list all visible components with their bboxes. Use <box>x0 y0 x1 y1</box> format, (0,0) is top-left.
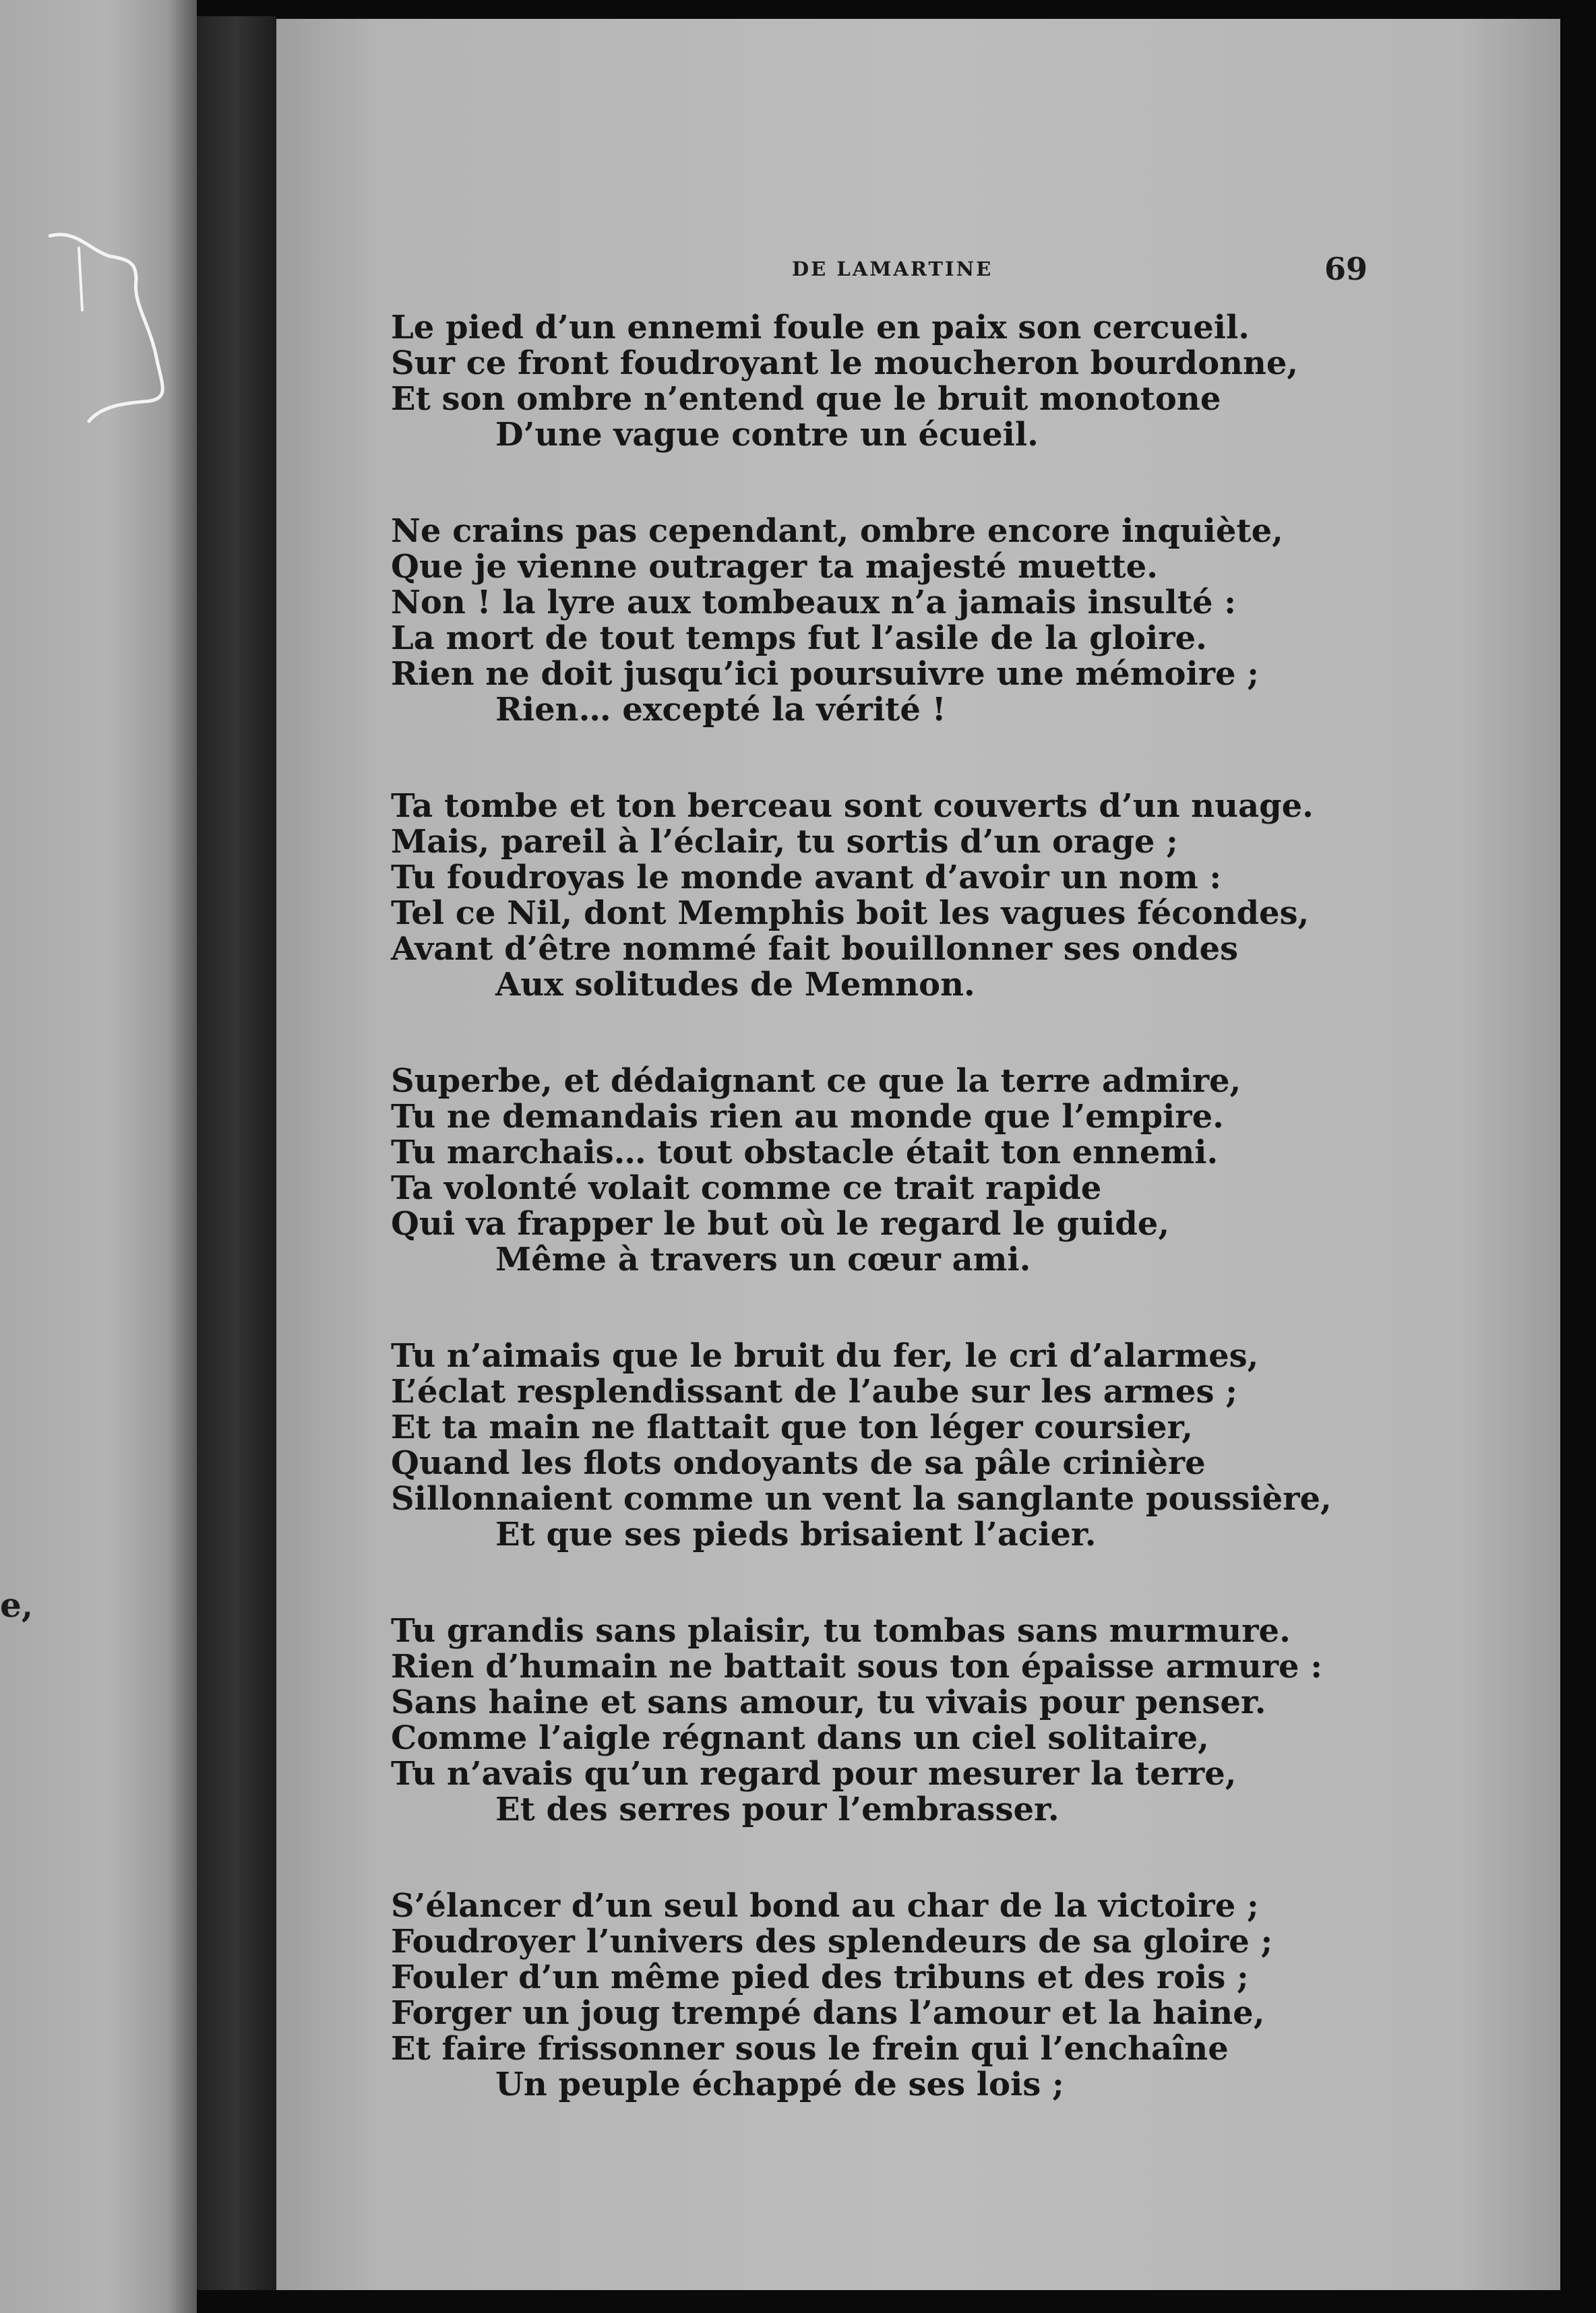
poem-line: Tel ce Nil, dont Memphis boit les vagues fécondes, <box>391 894 1310 932</box>
poem-line: Comme l’aigle régnant dans un ciel solitaire, <box>391 1719 1209 1757</box>
poem-line: Et son ombre n’entend que le bruit monotone <box>391 380 1221 418</box>
poem-line: Qui va frapper le but où le regard le guide, <box>391 1205 1170 1243</box>
poem-line: Avant d’être nommé fait bouillonner ses ondes <box>391 930 1239 968</box>
poem-line: Le pied d’un ennemi foule en paix son cercueil. <box>391 309 1250 346</box>
book-gutter <box>197 13 276 2313</box>
poem-line: Tu n’avais qu’un regard pour mesurer la terre, <box>391 1755 1237 1793</box>
poem-text <box>391 309 1332 2163</box>
scratch-mark <box>49 229 183 431</box>
stanza <box>391 1063 1321 1278</box>
poem-line: Tu foudroyas le monde avant d’avoir un nom : <box>391 859 1222 896</box>
poem-line: Tu marchais… tout obstacle était ton ennemi. <box>391 1134 1219 1171</box>
poem-line: Un peuple échappé de ses lois ; <box>495 2066 1064 2103</box>
stanza <box>391 1613 1321 1828</box>
poem-line: Et faire frissonner sous le frein qui l’enchaîne <box>391 2030 1229 2068</box>
scan-right-edge <box>1560 0 1596 2313</box>
poem-line: Mais, pareil à l’éclair, tu sortis d’un orage ; <box>391 823 1178 861</box>
left-page <box>0 0 197 2313</box>
left-page-text-fragment: e, <box>0 1585 34 1625</box>
stanza <box>391 789 1321 1003</box>
poem-line: Même à travers un cœur ami. <box>495 1241 1031 1278</box>
poem-line: Ta tombe et ton berceau sont couverts d’un nuage. <box>391 787 1314 825</box>
stanza <box>391 514 1321 728</box>
poem-line: Et des serres pour l’embrasser. <box>495 1791 1060 1828</box>
poem-line: Ne crains pas cependant, ombre encore inquiète, <box>391 512 1283 550</box>
poem-line: Rien… excepté la vérité ! <box>495 691 946 729</box>
stanza <box>391 1888 1321 2103</box>
poem-line: Quand les flots ondoyants de sa pâle crinière <box>391 1444 1206 1482</box>
poem-line: Que je vienne outrager ta majesté muette. <box>391 548 1158 586</box>
poem-line: Et que ses pieds brisaient l’acier. <box>495 1516 1097 1553</box>
poem-line: Rien ne doit jusqu’ici poursuivre une mémoire ; <box>391 655 1260 693</box>
poem-line: Rien d’humain ne battait sous ton épaisse armure : <box>391 1648 1322 1686</box>
poem-line: Fouler d’un même pied des tribuns et des rois ; <box>391 1959 1249 1996</box>
poem-line: Sur ce front foudroyant le moucheron bourdonne, <box>391 344 1299 382</box>
poem-line: Et ta main ne flattait que ton léger coursier, <box>391 1409 1194 1446</box>
poem-line: Sillonnaient comme un vent la sanglante poussière, <box>391 1480 1332 1518</box>
poem-line: S’élancer d’un seul bond au char de la victoire ; <box>391 1887 1259 1925</box>
poem-line: Foudroyer l’univers des splendeurs de sa gloire ; <box>391 1923 1273 1961</box>
poem-line: Non ! la lyre aux tombeaux n’a jamais insulté : <box>391 584 1236 621</box>
stanza <box>391 1337 1332 1553</box>
page-number: 69 <box>1324 251 1368 287</box>
poem-line: Aux solitudes de Memnon. <box>495 966 975 1004</box>
poem-line: Forger un joug trempé dans l’amour et la haine, <box>391 1994 1265 2032</box>
poem-line: Tu n’aimais que le bruit du fer, le cri d’alarmes, <box>391 1337 1259 1375</box>
poem-line: Tu ne demandais rien au monde que l’empire. <box>391 1098 1224 1136</box>
poem-line: L’éclat resplendissant de l’aube sur les armes ; <box>391 1373 1237 1411</box>
stanza <box>391 310 1321 453</box>
poem-line: La mort de tout temps fut l’asile de la gloire. <box>391 619 1207 657</box>
poem-line: Sans haine et sans amour, tu vivais pour penser. <box>391 1684 1266 1721</box>
poem-line: Tu grandis sans plaisir, tu tombas sans murmure. <box>391 1612 1291 1650</box>
poem-line: Superbe, et dédaignant ce que la terre admire, <box>391 1062 1241 1100</box>
poem-line: D’une vague contre un écueil. <box>495 416 1039 454</box>
scan-top-edge <box>197 0 1596 16</box>
scan-bottom-edge <box>197 2290 1596 2313</box>
running-header: DE LAMARTINE <box>792 257 993 280</box>
poem-line: Ta volonté volait comme ce trait rapide <box>391 1169 1102 1207</box>
